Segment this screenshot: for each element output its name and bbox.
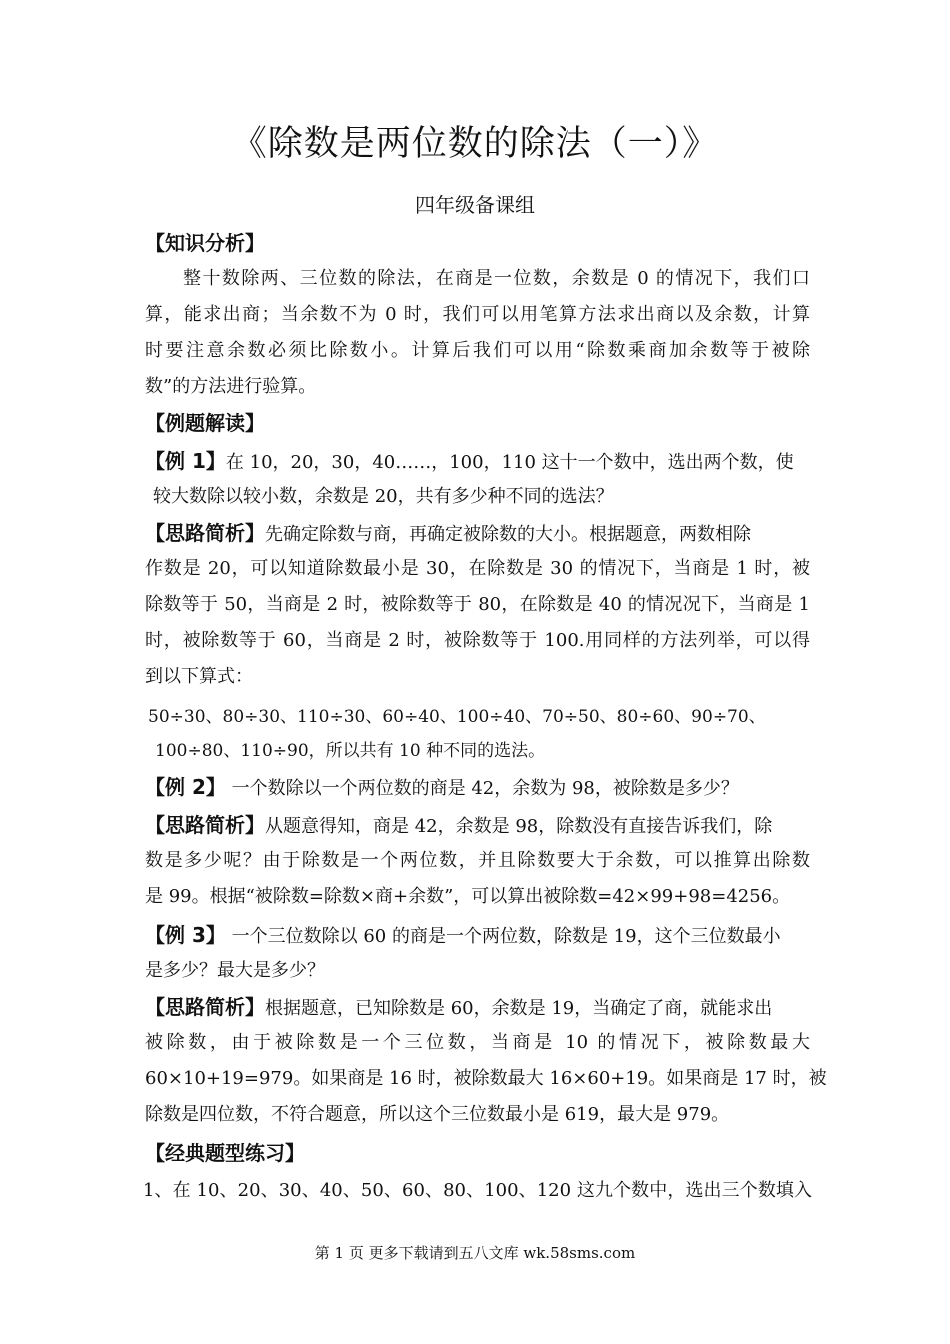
paragraph-line: 数是多少呢？由于除数是一个两位数，并且除数要大于余数，可以推算出除数 — [145, 850, 810, 871]
example-3-label: 【例 3】 — [145, 923, 226, 947]
analysis-3-line — [145, 990, 810, 1026]
document-subtitle: 四年级备课组 — [415, 193, 535, 217]
analysis-1-label: 【思路简析】 — [145, 521, 265, 545]
paragraph-line: 到以下算式： — [145, 666, 253, 687]
document-title: 《除数是两位数的除法（一）》 — [231, 124, 719, 164]
section-heading-practice: 【经典题型练习】 — [145, 1141, 305, 1165]
page-footer: 第 1 页 更多下载请到五八文库 wk.58sms.com — [314, 1244, 636, 1262]
analysis-2-text: 从题意得知，商是 42，余数是 98，除数没有直接告诉我们，除 — [265, 816, 773, 837]
paragraph-line: 60×10+19=979。如果商是 16 时，被除数最大 16×60+19。如果商是 17 时，被 — [145, 1068, 827, 1089]
section-heading-knowledge: 【知识分析】 — [145, 231, 265, 255]
formula-line: 50÷30、80÷30、110÷30、60÷40、100÷40、70÷50、80÷60、90÷70、 — [148, 707, 766, 727]
paragraph-line: 是 99。根据“被除数=除数×商+余数”，可以算出被除数=42×99+98=4256。 — [145, 886, 791, 907]
paragraph-line: 作数是 20，可以知道除数最小是 30，在除数是 30 的情况下，当商是 1 时，被 — [145, 558, 810, 579]
analysis-1-text: 先确定除数与商，再确定被除数的大小。根据题意，两数相除 — [265, 524, 751, 545]
paragraph-line: 数”的方法进行验算。 — [145, 376, 317, 397]
analysis-3-label: 【思路简析】 — [145, 995, 265, 1019]
analysis-2-line — [145, 808, 810, 844]
example-1-line — [145, 444, 810, 480]
section-heading-examples: 【例题解读】 — [145, 411, 265, 435]
example-1-line-2: 较大数除以较小数，余数是 20，共有多少种不同的选法？ — [153, 486, 614, 507]
example-1-text: 在 10，20，30，40……，100，110 这十一个数中，选出两个数，使 — [225, 452, 794, 473]
example-2-label: 【例 2】 — [145, 775, 226, 799]
paragraph-line: 被除数，由于被除数是一个三位数，当商是 10 的情况下，被除数最大 — [145, 1032, 810, 1053]
practice-line: 1、在 10、20、30、40、50、60、80、100、120 这九个数中，选出三个数填入 — [143, 1180, 812, 1201]
example-3-line — [145, 918, 810, 954]
example-1-label: 【例 1】 — [145, 449, 226, 473]
formula-line: 100÷80、110÷90，所以共有 10 种不同的选法。 — [155, 741, 546, 761]
paragraph-line: 除数等于 50，当商是 2 时，被除数等于 80，在除数是 40 的情况况下，当商是 1 — [145, 594, 810, 615]
paragraph-line: 时要注意余数必须比除数小。计算后我们可以用“除数乘商加余数等于被除 — [145, 340, 810, 361]
paragraph-line: 算，能求出商；当余数不为 0 时，我们可以用笔算方法求出商以及余数，计算 — [145, 304, 810, 325]
paragraph-line: 除数是四位数，不符合题意，所以这个三位数最小是 619，最大是 979。 — [145, 1104, 730, 1125]
analysis-1-line — [145, 516, 810, 552]
analysis-3-text: 根据题意，已知除数是 60，余数是 19，当确定了商，就能求出 — [265, 998, 773, 1019]
example-3-line-2: 是多少？最大是多少？ — [145, 960, 325, 981]
example-2-line — [145, 770, 810, 806]
analysis-2-label: 【思路简析】 — [145, 813, 265, 837]
example-3-text: 一个三位数除以 60 的商是一个两位数，除数是 19，这个三位数最小 — [225, 926, 781, 947]
paragraph-line: 时，被除数等于 60，当商是 2 时，被除数等于 100.用同样的方法列举，可以得 — [145, 630, 810, 651]
paragraph-line: 整十数除两、三位数的除法，在商是一位数，余数是 0 的情况下，我们口 — [183, 268, 810, 289]
example-2-text: 一个数除以一个两位数的商是 42，余数为 98，被除数是多少？ — [225, 778, 739, 799]
